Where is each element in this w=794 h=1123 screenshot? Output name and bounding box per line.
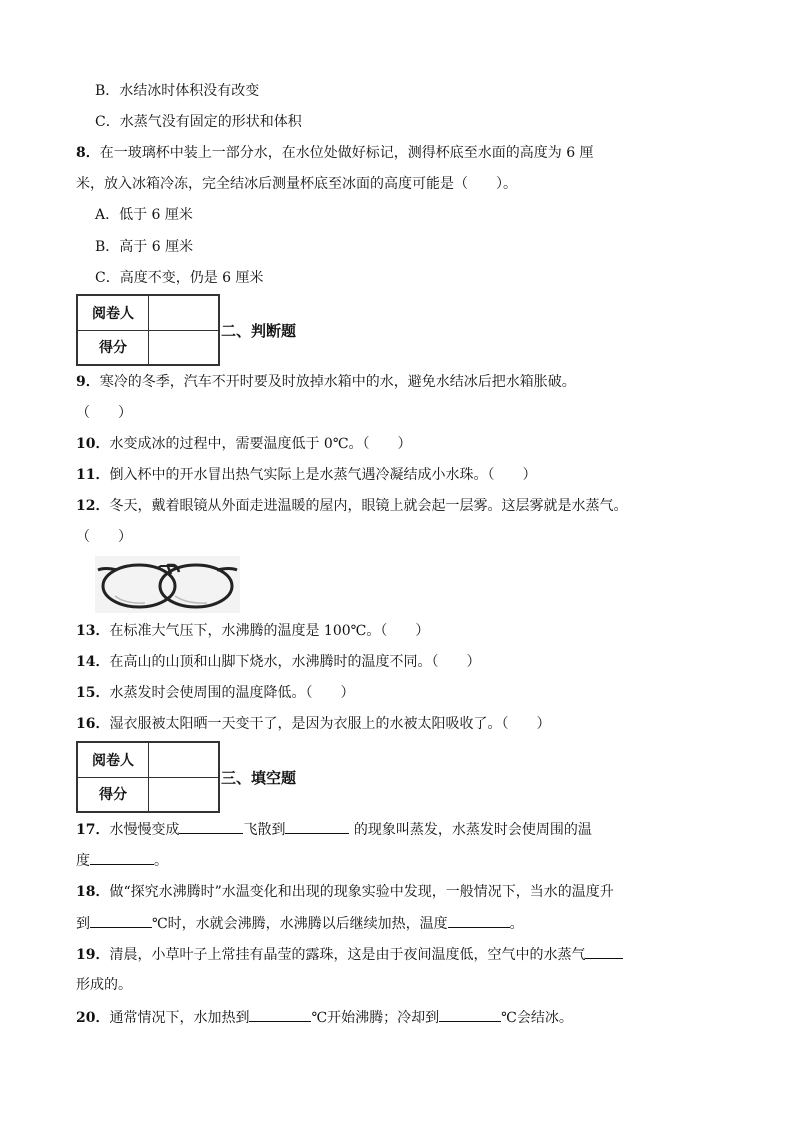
- q17-text-4: 度: [76, 853, 90, 869]
- q11-number: 11: [76, 467, 96, 483]
- q17-text-3: 的现象叫蒸发，水蒸发时会使周围的温: [349, 822, 592, 838]
- q8-text-line1: 在一玻璃杯中装上一部分水，在水位处做好标记，测得杯底至水面的高度为 6 厘: [99, 145, 594, 161]
- q15-text: 水蒸发时会使周围的温度降低。（ ）: [109, 685, 355, 701]
- q7-option-c: C．水蒸气没有固定的形状和体积: [95, 114, 302, 130]
- q9: 9．寒冷的冬季，汽车不开时要及时放掉水箱中的水，避免水结冰后把水箱胀破。: [76, 374, 576, 390]
- section-title-fill-blank: 三、填空题: [221, 769, 297, 787]
- q10-text: 水变成冰的过程中，需要温度低于 0℃。（ ）: [109, 436, 412, 452]
- q20-blank-1[interactable]: [249, 1007, 311, 1022]
- q7-option-b: B．水结冰时体积没有改变: [95, 83, 260, 99]
- q18-text-1: 做“探究水沸腾时”水温变化和出现的现象实验中发现，一般情况下，当水的温度升: [109, 884, 614, 900]
- q19: 19．清晨，小草叶子上常挂有晶莹的露珠，这是由于夜间温度低，空气中的水蒸气: [76, 944, 623, 965]
- q17-text-5: 。: [154, 853, 168, 869]
- q17: 17．水慢慢变成 飞散到 的现象叫蒸发，水蒸发时会使周围的温: [76, 819, 592, 840]
- q17-blank-3[interactable]: [90, 850, 154, 865]
- q19-blank-1[interactable]: [585, 944, 623, 959]
- q8-option-a: A．低于 6 厘米: [95, 207, 193, 223]
- q11: 11．倒入杯中的开水冒出热气实际上是水蒸气遇冷凝结成小水珠。（ ）: [76, 467, 537, 483]
- q13: 13．在标准大气压下，水沸腾的温度是 100℃。（ ）: [76, 623, 430, 639]
- reviewer-cell: [149, 743, 219, 778]
- q8-option-c: C．高度不变，仍是 6 厘米: [95, 270, 264, 286]
- q20: 20．通常情况下，水加热到 ℃开始沸腾；冷却到 ℃会结冰。: [76, 1007, 573, 1028]
- q20-blank-2[interactable]: [439, 1007, 501, 1022]
- q11-text: 倒入杯中的开水冒出热气实际上是水蒸气遇冷凝结成小水珠。（ ）: [109, 467, 537, 483]
- q18-text-3: ℃时，水就会沸腾，水沸腾以后继续加热，温度: [152, 916, 448, 932]
- q14: 14．在高山的山顶和山脚下烧水，水沸腾时的温度不同。（ ）: [76, 654, 481, 670]
- q18-number: 18: [76, 884, 96, 900]
- q9-answer-paren: （ ）: [76, 405, 132, 421]
- q12-number: 12: [76, 498, 96, 514]
- q13-number: 13: [76, 623, 96, 639]
- q14-text: 在高山的山顶和山脚下烧水，水沸腾时的温度不同。（ ）: [109, 654, 481, 670]
- q19-line2: 形成的。: [76, 977, 132, 993]
- eyeglasses-image: [95, 556, 240, 613]
- score-cell: [149, 330, 219, 365]
- q12-text: 冬天，戴着眼镜从外面走进温暖的屋内，眼镜上就会起一层雾。这层雾就是水蒸气。: [109, 498, 628, 514]
- reviewer-label: 阅卷人: [78, 296, 149, 331]
- q13-text: 在标准大气压下，水沸腾的温度是 100℃。（ ）: [109, 623, 430, 639]
- q15-number: 15: [76, 685, 96, 701]
- q20-text-1: 通常情况下，水加热到: [109, 1010, 250, 1026]
- q18-blank-1[interactable]: [90, 913, 152, 928]
- q20-text-3: ℃会结冰。: [501, 1010, 573, 1026]
- q8-stem-line1: 8．在一玻璃杯中装上一部分水，在水位处做好标记，测得杯底至水面的高度为 6 厘: [76, 145, 594, 161]
- q18-blank-2[interactable]: [448, 913, 510, 928]
- q10: 10．水变成冰的过程中，需要温度低于 0℃。（ ）: [76, 436, 412, 452]
- q16: 16．湿衣服被太阳晒一天变干了，是因为衣服上的水被太阳吸收了。（ ）: [76, 716, 551, 732]
- q18: 18．做“探究水沸腾时”水温变化和出现的现象实验中发现，一般情况下，当水的温度升: [76, 884, 614, 900]
- q10-number: 10: [76, 436, 96, 452]
- score-box-section2: [76, 294, 220, 366]
- score-box-section3: [76, 741, 220, 813]
- q15: 15．水蒸发时会使周围的温度降低。（ ）: [76, 685, 355, 701]
- section-title-judgement: 二、判断题: [221, 322, 297, 340]
- q8-stem-line2: 米，放入冰箱冷冻，完全结冰后测量杯底至冰面的高度可能是（ ）。: [76, 176, 517, 192]
- q19-number: 19: [76, 947, 96, 963]
- q9-text: 寒冷的冬季，汽车不开时要及时放掉水箱中的水，避免水结冰后把水箱胀破。: [99, 374, 576, 390]
- q16-number: 16: [76, 716, 96, 732]
- q14-number: 14: [76, 654, 96, 670]
- q17-text-2: 飞散到: [243, 822, 286, 838]
- q19-text-1: 清晨，小草叶子上常挂有晶莹的露珠，这是由于夜间温度低，空气中的水蒸气: [109, 947, 586, 963]
- q17-number: 17: [76, 822, 96, 838]
- q18-line2: [76, 913, 524, 934]
- q18-text-2: 到: [76, 916, 90, 932]
- q16-text: 湿衣服被太阳晒一天变干了，是因为衣服上的水被太阳吸收了。（ ）: [109, 716, 551, 732]
- reviewer-label: 阅卷人: [78, 743, 149, 778]
- q9-number: 9: [76, 374, 86, 390]
- q17-text-1: 水慢慢变成: [109, 822, 180, 838]
- score-label: 得分: [78, 777, 149, 812]
- q20-text-2: ℃开始沸腾；冷却到: [311, 1010, 440, 1026]
- q12: 12．冬天，戴着眼镜从外面走进温暖的屋内，眼镜上就会起一层雾。这层雾就是水蒸气。: [76, 498, 628, 514]
- q20-number: 20: [76, 1010, 96, 1026]
- q17-blank-1[interactable]: [179, 819, 243, 834]
- q12-answer-paren: （ ）: [76, 529, 132, 545]
- q17-blank-2[interactable]: [285, 819, 349, 834]
- q18-text-4: 。: [509, 916, 524, 932]
- q8-number: 8: [76, 145, 86, 161]
- reviewer-cell: [149, 296, 219, 331]
- q17-line2: [76, 850, 168, 871]
- score-cell: [149, 777, 219, 812]
- score-label: 得分: [78, 330, 149, 365]
- q8-option-b: B．高于 6 厘米: [95, 239, 194, 255]
